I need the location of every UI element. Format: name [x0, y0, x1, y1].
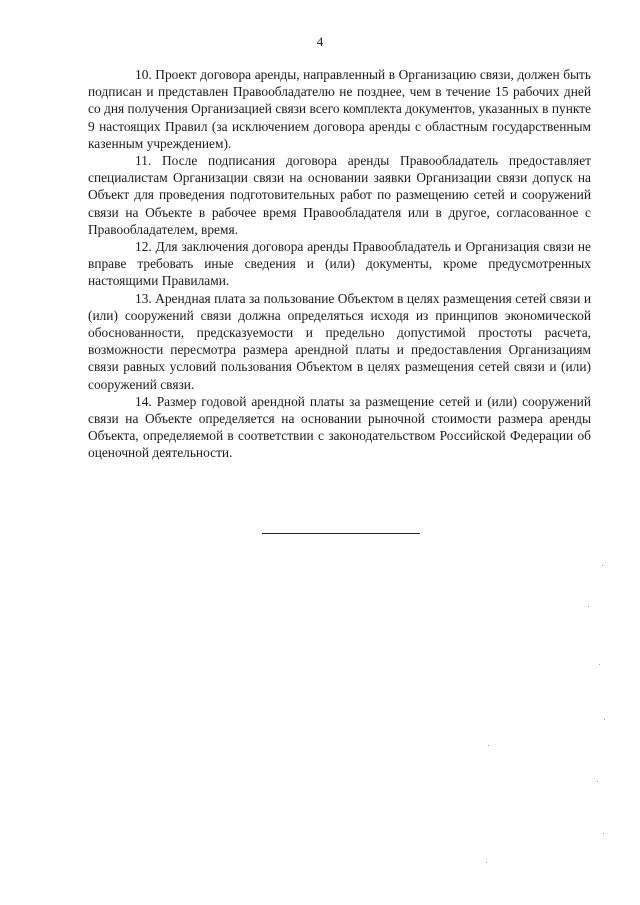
- scan-speck: [486, 862, 487, 863]
- page-number: 4: [316, 34, 324, 49]
- end-divider-line: [262, 533, 420, 534]
- scan-speck: [604, 719, 605, 720]
- document-body: [88, 66, 591, 462]
- paragraph-11: 11. После подписания договора аренды Правообладатель предоставляет специалистам Организации связи на основании заявки Организации связи допуск на Объект для проведения подготовительных работ по размещению сетей и сооружений связи на Объекте в рабочее время Правообладателя или в другое, согласованное с Правообладателем, время.: [88, 153, 591, 237]
- scan-speck: [599, 664, 600, 665]
- scan-speck: [588, 606, 589, 607]
- paragraph-14: 14. Размер годовой арендной платы за размещение сетей и (или) сооружений связи на Объекте определяется на основании рыночной стоимости размера аренды Объекта, определяемой в соответствии с законодательством Российской Федерации об оценочной деятельности.: [88, 393, 591, 461]
- scan-speck: [602, 565, 603, 566]
- scan-speck: [597, 781, 598, 782]
- scan-speck: [603, 833, 604, 834]
- paragraph-13: 13. Арендная плата за пользование Объектом в целях размещения сетей связи и (или) сооружений связи должна определяться исходя из принципов экономической обоснованности, предсказуемости и предельно допустимой простоты расчета, возможности пересмотра размера арендной платы и предоставления Организациям связи равных условий пользования Объектом в целях размещения сетей связи и (или) сооружений связи.: [88, 290, 591, 392]
- paragraph-10: 10. Проект договора аренды, направленный в Организацию связи, должен быть подписан и представлен Правообладателю не позднее, чем в течение 15 рабочих дней со дня получения Организацией связи всего комплекта документов, указанных в пункте 9 настоящих Правил (за исключением договора аренды с областным государственным казенным учреждением).: [88, 67, 591, 151]
- paragraph-12: 12. Для заключения договора аренды Правообладатель и Организация связи не вправе требовать иные сведения и (или) документы, кроме предусмотренных настоящими Правилами.: [88, 239, 591, 289]
- scan-speck: [488, 745, 489, 746]
